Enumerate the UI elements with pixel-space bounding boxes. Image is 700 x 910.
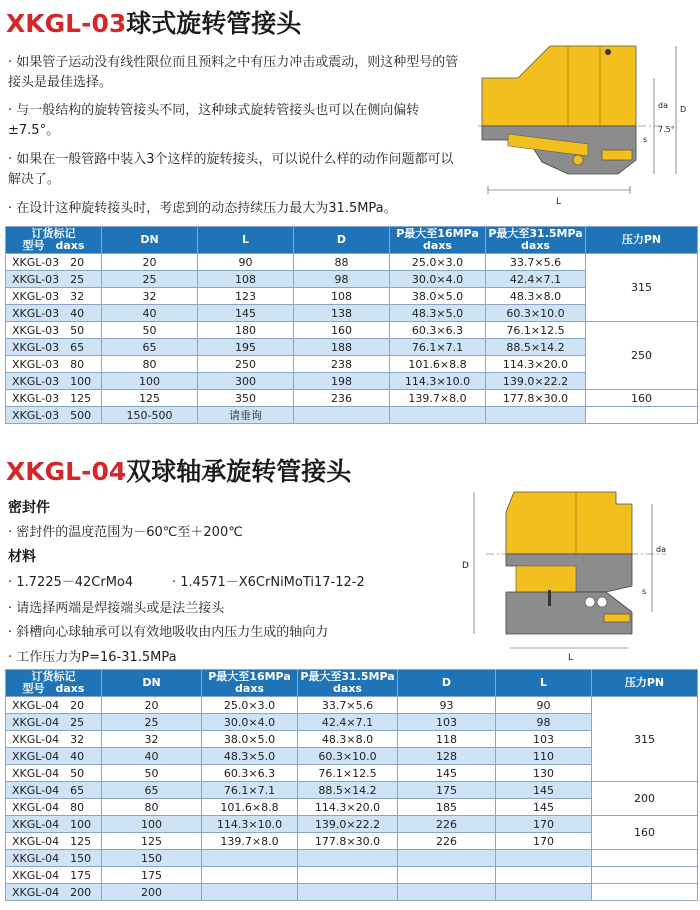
table1-cell bbox=[294, 407, 390, 424]
table2-cell: 25.0×3.0 bbox=[202, 697, 298, 714]
table1-cell: 123 bbox=[198, 288, 294, 305]
table1-cell: 250 bbox=[198, 356, 294, 373]
table2-cell: XKGL-04 100 bbox=[6, 816, 102, 833]
table1-cell: 76.1×12.5 bbox=[486, 322, 586, 339]
table1-cell: 60.3×6.3 bbox=[390, 322, 486, 339]
table2-cell: 226 bbox=[398, 833, 496, 850]
table1-cell: XKGL-03 100 bbox=[6, 373, 102, 390]
table2-cell: 48.3×5.0 bbox=[202, 748, 298, 765]
table2-header-p16: P最大至16MPa daxs bbox=[202, 670, 298, 697]
table2-cell: 50 bbox=[102, 765, 202, 782]
table1-row bbox=[6, 254, 698, 271]
table2-pn-cell bbox=[592, 867, 698, 884]
table2-cell: 76.1×12.5 bbox=[298, 765, 398, 782]
table1-cell: 114.3×20.0 bbox=[486, 356, 586, 373]
table2-header-p31: P最大至31.5MPa daxs bbox=[298, 670, 398, 697]
table2-cell: 130 bbox=[496, 765, 592, 782]
table2-cell: 145 bbox=[496, 799, 592, 816]
table1-cell: XKGL-03 32 bbox=[6, 288, 102, 305]
table1-cell bbox=[390, 407, 486, 424]
table2-header-d: D bbox=[398, 670, 496, 697]
table2-cell: XKGL-04 125 bbox=[6, 833, 102, 850]
table2-cell bbox=[398, 884, 496, 901]
table1-cell: 42.4×7.1 bbox=[486, 271, 586, 288]
table1-cell: 238 bbox=[294, 356, 390, 373]
material-b: · 1.4571－X6CrNiMoTi17-12-2 bbox=[172, 575, 365, 590]
table1-header-d: D bbox=[294, 227, 390, 254]
table1-cell: XKGL-03 50 bbox=[6, 322, 102, 339]
table2-cell: 30.0×4.0 bbox=[202, 714, 298, 731]
table2-cell bbox=[298, 867, 398, 884]
table2-cell bbox=[298, 850, 398, 867]
table2-cell: 118 bbox=[398, 731, 496, 748]
table2-cell: 175 bbox=[398, 782, 496, 799]
table2-pn-cell bbox=[592, 884, 698, 901]
table2-row bbox=[6, 697, 698, 714]
table2-cell: 32 bbox=[102, 731, 202, 748]
section2-line-1: · 请选择两端是焊接端头或是法兰接头 bbox=[8, 601, 225, 616]
table2-cell bbox=[496, 850, 592, 867]
table2-cell: 114.3×10.0 bbox=[202, 816, 298, 833]
table2-cell: 103 bbox=[496, 731, 592, 748]
table2-cell: 170 bbox=[496, 816, 592, 833]
table2-header-dn: DN bbox=[102, 670, 202, 697]
section2-name: 双球轴承旋转管接头 bbox=[126, 457, 352, 486]
table2-cell: XKGL-04 65 bbox=[6, 782, 102, 799]
table1-cell: 48.3×8.0 bbox=[486, 288, 586, 305]
section1-bullet-1: · 如果管子运动没有线性限位而且预料之中有压力冲击或震动，则这种型号的管接头是最佳选择。 bbox=[8, 55, 459, 90]
table1-cell: 150-500 bbox=[102, 407, 198, 424]
table2-cell: 90 bbox=[496, 697, 592, 714]
table2-header-model: 订货标记 型号 daxs bbox=[6, 670, 102, 697]
table2-row bbox=[6, 884, 698, 901]
material-a: · 1.7225－42CrMo4 bbox=[8, 575, 134, 590]
table2-cell: 177.8×30.0 bbox=[298, 833, 398, 850]
table2-cell: XKGL-04 150 bbox=[6, 850, 102, 867]
drawing1-label-angle: 7.5° bbox=[658, 125, 675, 134]
table1-row bbox=[6, 322, 698, 339]
table2-cell: XKGL-04 25 bbox=[6, 714, 102, 731]
drawing2-label-L: L bbox=[568, 653, 574, 662]
table1-cell: XKGL-03 65 bbox=[6, 339, 102, 356]
table1-cell: 198 bbox=[294, 373, 390, 390]
section1-bullet-2: · 与一般结构的旋转管接头不同，这种球式旋转管接头也可以在侧向偏转±7.5°。 bbox=[8, 103, 420, 138]
table2-cell: XKGL-04 80 bbox=[6, 799, 102, 816]
table2-cell: 33.7×5.6 bbox=[298, 697, 398, 714]
table1-cell: 138 bbox=[294, 305, 390, 322]
table1-cell: XKGL-03 20 bbox=[6, 254, 102, 271]
table2-cell: 93 bbox=[398, 697, 496, 714]
table1-pn-cell: 250 bbox=[586, 322, 698, 390]
table1-cell: 125 bbox=[102, 390, 198, 407]
table1-cell: 188 bbox=[294, 339, 390, 356]
table2-cell: 20 bbox=[102, 697, 202, 714]
table1-cell: 88 bbox=[294, 254, 390, 271]
table1-pn-cell: 315 bbox=[586, 254, 698, 322]
table2-cell: 200 bbox=[102, 884, 202, 901]
table1-cell: 195 bbox=[198, 339, 294, 356]
seal-heading: 密封件 bbox=[8, 500, 50, 516]
table2-cell bbox=[202, 884, 298, 901]
table1-cell: 180 bbox=[198, 322, 294, 339]
table2-cell: 88.5×14.2 bbox=[298, 782, 398, 799]
table1-cell: 145 bbox=[198, 305, 294, 322]
table2-cell: XKGL-04 200 bbox=[6, 884, 102, 901]
table2-cell: 60.3×6.3 bbox=[202, 765, 298, 782]
table1-pn-cell: 160 bbox=[586, 390, 698, 407]
table1-cell: 300 bbox=[198, 373, 294, 390]
material-heading: 材料 bbox=[8, 549, 36, 565]
table1-cell: XKGL-03 80 bbox=[6, 356, 102, 373]
table2-cell bbox=[202, 850, 298, 867]
table2-cell: XKGL-04 40 bbox=[6, 748, 102, 765]
table1-cell: 88.5×14.2 bbox=[486, 339, 586, 356]
section2-table bbox=[5, 669, 698, 901]
table1-cell: 177.8×30.0 bbox=[486, 390, 586, 407]
table1-row bbox=[6, 390, 698, 407]
table1-cell: 114.3×10.0 bbox=[390, 373, 486, 390]
table2-cell: 60.3×10.0 bbox=[298, 748, 398, 765]
table2-cell: 101.6×8.8 bbox=[202, 799, 298, 816]
section2-line-3: · 工作压力为P=16-31.5MPa bbox=[8, 650, 177, 665]
table2-cell: 48.3×8.0 bbox=[298, 731, 398, 748]
table1-cell: 160 bbox=[294, 322, 390, 339]
table2-cell: 80 bbox=[102, 799, 202, 816]
table2-cell: XKGL-04 50 bbox=[6, 765, 102, 782]
table1-cell: 50 bbox=[102, 322, 198, 339]
table1-cell: 48.3×5.0 bbox=[390, 305, 486, 322]
table2-cell: XKGL-04 20 bbox=[6, 697, 102, 714]
table1-cell: 236 bbox=[294, 390, 390, 407]
table1-cell: 350 bbox=[198, 390, 294, 407]
table2-cell: 103 bbox=[398, 714, 496, 731]
table2-cell: 175 bbox=[102, 867, 202, 884]
section1-name: 球式旋转管接头 bbox=[126, 9, 302, 38]
table2-row bbox=[6, 850, 698, 867]
table2-cell: 145 bbox=[398, 765, 496, 782]
table2-cell: 170 bbox=[496, 833, 592, 850]
table2-cell: 40 bbox=[102, 748, 202, 765]
table1-cell: 139.7×8.0 bbox=[390, 390, 486, 407]
table2-header-l: L bbox=[496, 670, 592, 697]
table2-cell: 110 bbox=[496, 748, 592, 765]
table2-header-row bbox=[6, 670, 698, 697]
table2-row bbox=[6, 816, 698, 833]
table1-cell: 65 bbox=[102, 339, 198, 356]
table1-cell: 101.6×8.8 bbox=[390, 356, 486, 373]
section1-drawing bbox=[468, 38, 696, 210]
table2-cell bbox=[398, 850, 496, 867]
table1-cell: 32 bbox=[102, 288, 198, 305]
section2-drawing bbox=[456, 462, 696, 662]
table1-cell: 38.0×5.0 bbox=[390, 288, 486, 305]
table2-cell bbox=[496, 867, 592, 884]
table2-header-pn: 压力PN bbox=[592, 670, 698, 697]
table1-header-dn: DN bbox=[102, 227, 198, 254]
table1-cell: XKGL-03 25 bbox=[6, 271, 102, 288]
table1-cell: XKGL-03 125 bbox=[6, 390, 102, 407]
table1-header-l: L bbox=[198, 227, 294, 254]
seal-line: · 密封件的温度范围为－60℃至＋200℃ bbox=[8, 525, 243, 540]
drawing1-label-L: L bbox=[556, 197, 562, 207]
table1-cell: 98 bbox=[294, 271, 390, 288]
table2-cell: 185 bbox=[398, 799, 496, 816]
table2-cell: 139.7×8.0 bbox=[202, 833, 298, 850]
table1-cell: 25.0×3.0 bbox=[390, 254, 486, 271]
table1-cell: 76.1×7.1 bbox=[390, 339, 486, 356]
table2-row bbox=[6, 782, 698, 799]
drawing2-label-da: da bbox=[656, 545, 666, 554]
drawing1-label-da: da bbox=[658, 101, 668, 110]
table1-row bbox=[6, 407, 698, 424]
table2-cell bbox=[298, 884, 398, 901]
section1-code: XKGL-03 bbox=[6, 9, 127, 38]
table2-cell: 38.0×5.0 bbox=[202, 731, 298, 748]
drawing2-label-D: D bbox=[462, 561, 469, 571]
section1-bullet-3: · 如果在一般管路中装入3个这样的旋转接头，可以说什么样的动作问题都可以解决了。 bbox=[8, 152, 454, 187]
table1-cell: 80 bbox=[102, 356, 198, 373]
table2-cell: 98 bbox=[496, 714, 592, 731]
table2-cell: 65 bbox=[102, 782, 202, 799]
table1-cell: XKGL-03 500 bbox=[6, 407, 102, 424]
table2-cell: 139.0×22.2 bbox=[298, 816, 398, 833]
table2-cell: 100 bbox=[102, 816, 202, 833]
table2-cell: 128 bbox=[398, 748, 496, 765]
section1-bullet-4: · 在设计这种旋转接头时，考虑到的动态持续压力最大为31.5MPa。 bbox=[8, 201, 397, 216]
table1-pn-cell bbox=[586, 407, 698, 424]
table2-cell bbox=[398, 867, 496, 884]
table1-cell: 请垂询 bbox=[198, 407, 294, 424]
table2-cell: 226 bbox=[398, 816, 496, 833]
table2-cell: XKGL-04 32 bbox=[6, 731, 102, 748]
table1-cell bbox=[486, 407, 586, 424]
table1-cell: 108 bbox=[198, 271, 294, 288]
table2-cell: 25 bbox=[102, 714, 202, 731]
table2-pn-cell bbox=[592, 850, 698, 867]
table1-cell: 108 bbox=[294, 288, 390, 305]
section1-table bbox=[5, 226, 698, 424]
table1-cell: 90 bbox=[198, 254, 294, 271]
table1-header-model: 订货标记 型号 daxs bbox=[6, 227, 102, 254]
section1-title bbox=[6, 4, 301, 40]
section2-title bbox=[6, 452, 351, 488]
table1-cell: 33.7×5.6 bbox=[486, 254, 586, 271]
table1-cell: 40 bbox=[102, 305, 198, 322]
table1-cell: XKGL-03 40 bbox=[6, 305, 102, 322]
table2-cell bbox=[202, 867, 298, 884]
drawing1-label-D: D bbox=[680, 105, 687, 114]
table1-cell: 25 bbox=[102, 271, 198, 288]
table1-header-pn: 压力PN bbox=[586, 227, 698, 254]
table2-cell bbox=[496, 884, 592, 901]
drawing2-label-s: s bbox=[642, 587, 647, 596]
table1-header-p31: P最大至31.5MPa daxs bbox=[486, 227, 586, 254]
table2-cell: 42.4×7.1 bbox=[298, 714, 398, 731]
table1-cell: 100 bbox=[102, 373, 198, 390]
table2-cell: 76.1×7.1 bbox=[202, 782, 298, 799]
table2-cell: 114.3×20.0 bbox=[298, 799, 398, 816]
table2-cell: 145 bbox=[496, 782, 592, 799]
table1-cell: 20 bbox=[102, 254, 198, 271]
table1-cell: 139.0×22.2 bbox=[486, 373, 586, 390]
drawing1-label-s: s bbox=[643, 135, 648, 144]
table2-pn-cell: 315 bbox=[592, 697, 698, 782]
table2-pn-cell: 160 bbox=[592, 816, 698, 850]
section2-code: XKGL-04 bbox=[6, 457, 127, 486]
table2-row bbox=[6, 867, 698, 884]
table1-cell: 30.0×4.0 bbox=[390, 271, 486, 288]
table2-cell: 150 bbox=[102, 850, 202, 867]
table1-header-p16: P最大至16MPa daxs bbox=[390, 227, 486, 254]
table1-header-row bbox=[6, 227, 698, 254]
table2-cell: 125 bbox=[102, 833, 202, 850]
section2-line-2: · 斜槽向心球轴承可以有效地吸收由内压力生成的轴向力 bbox=[8, 625, 329, 640]
table1-cell: 60.3×10.0 bbox=[486, 305, 586, 322]
table2-cell: XKGL-04 175 bbox=[6, 867, 102, 884]
table2-pn-cell: 200 bbox=[592, 782, 698, 816]
